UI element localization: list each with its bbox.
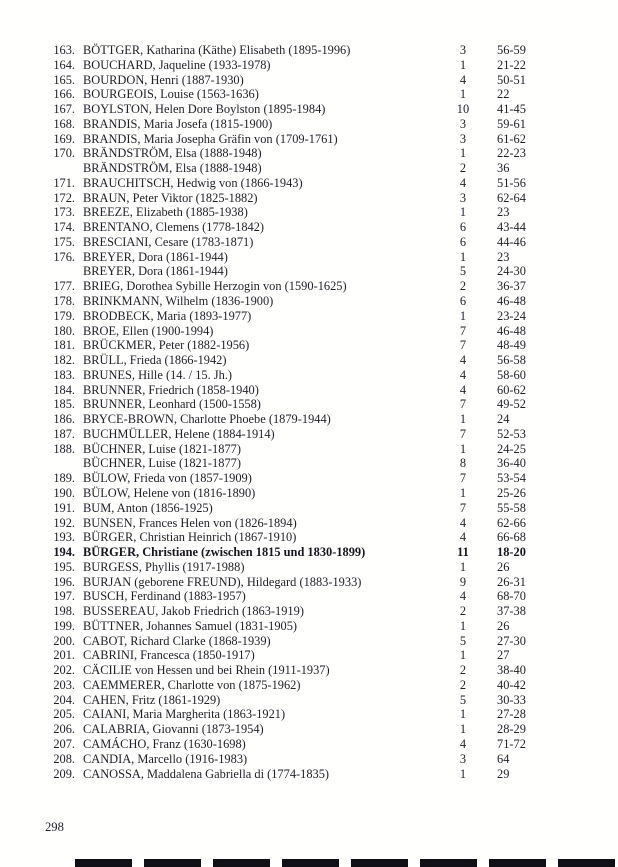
entry-name: BOURDON, Henri (1887-1930): [83, 72, 244, 87]
index-row: [0, 191, 618, 206]
entry-count: 11: [457, 545, 469, 560]
index-row: [0, 250, 618, 265]
entry-number: 171.: [53, 175, 75, 190]
entry-pages: 68-70: [497, 589, 526, 604]
entry-name: CÄCILIE von Hessen und bei Rhein (1911-1937): [83, 663, 330, 678]
entry-count: 3: [459, 116, 467, 131]
entry-count: 1: [459, 441, 467, 456]
entry-name: BRÄNDSTRÖM, Elsa (1888-1948): [83, 146, 262, 161]
entry-count: 4: [459, 382, 467, 397]
entry-pages: 60-62: [497, 382, 526, 397]
entry-number: 167.: [53, 102, 75, 117]
entry-number: 201.: [53, 648, 75, 663]
index-row: [0, 427, 618, 442]
entry-pages: 24-25: [497, 441, 526, 456]
index-row: [0, 132, 618, 147]
index-row: [0, 146, 618, 161]
entry-pages: 23: [497, 205, 510, 220]
entry-count: 5: [459, 633, 467, 648]
index-row: [0, 58, 618, 73]
index-row: [0, 264, 618, 279]
entry-name: CAMÁCHO, Franz (1630-1698): [83, 736, 246, 751]
entry-count: 6: [459, 234, 467, 249]
entry-pages: 30-33: [497, 692, 526, 707]
entry-number: 176.: [53, 249, 75, 264]
index-row: [0, 545, 618, 560]
entry-number: 193.: [53, 530, 75, 545]
index-row: [0, 722, 618, 737]
entry-pages: 53-54: [497, 471, 526, 486]
index-row: [0, 368, 618, 383]
entry-name: BÜCHNER, Luise (1821-1877): [83, 441, 241, 456]
entry-name: BREYER, Dora (1861-1944): [83, 249, 228, 264]
entry-count: 1: [459, 249, 467, 264]
entry-number: 207.: [53, 736, 75, 751]
entry-number: 164.: [53, 57, 75, 72]
entry-number: 209.: [53, 766, 75, 781]
entry-number: 208.: [53, 751, 75, 766]
entry-pages: 36-37: [497, 279, 526, 294]
entry-number: 163.: [53, 43, 75, 57]
entry-name: BRODBECK, Maria (1893-1977): [83, 308, 252, 323]
entry-pages: 40-42: [497, 677, 526, 692]
entry-pages: 18-20: [497, 545, 526, 560]
entry-count: 4: [459, 353, 467, 368]
entry-count: 4: [459, 72, 467, 87]
entry-count: 2: [459, 677, 467, 692]
index-row: [0, 412, 618, 427]
entry-pages: 27-28: [497, 707, 526, 722]
entry-count: 4: [459, 367, 467, 382]
index-row: [0, 397, 618, 412]
index-row: [0, 530, 618, 545]
entry-count: 1: [459, 559, 467, 574]
entry-pages: 61-62: [497, 131, 526, 146]
entry-name: CABOT, Richard Clarke (1868-1939): [83, 633, 271, 648]
entry-name: BÜCHNER, Luise (1821-1877): [83, 456, 241, 471]
entry-number: 195.: [53, 559, 75, 574]
entry-number: 165.: [53, 72, 75, 87]
entry-pages: 62-64: [497, 190, 526, 205]
entry-count: 1: [459, 87, 467, 102]
entry-number: 205.: [53, 707, 75, 722]
entry-name: BOURGEOIS, Louise (1563-1636): [83, 87, 259, 102]
page-number: 298: [45, 820, 64, 834]
index-row: [0, 176, 618, 191]
entry-name: BÜRGER, Christian Heinrich (1867-1910): [83, 530, 297, 545]
entry-pages: 50-51: [497, 72, 526, 87]
index-row: [0, 678, 618, 693]
entry-name: BRÄNDSTRÖM, Elsa (1888-1948): [83, 161, 262, 176]
entry-name: BRANDIS, Maria Josepha Gräfin von (1709-1761): [83, 131, 338, 146]
entry-name: BRESCIANI, Cesare (1783-1871): [83, 234, 254, 249]
entry-name: BÜLOW, Frieda von (1857-1909): [83, 471, 252, 486]
entry-count: 1: [459, 485, 467, 500]
entry-number: 182.: [53, 353, 75, 368]
entry-number: 185.: [53, 397, 75, 412]
entry-count: 2: [459, 663, 467, 678]
name-index-list: [0, 43, 618, 781]
entry-pages: 26: [497, 559, 510, 574]
entry-name: CANOSSA, Maddalena Gabriella di (1774-1835): [83, 766, 330, 781]
entry-count: 4: [459, 175, 467, 190]
entry-pages: 27-30: [497, 633, 526, 648]
index-row: [0, 619, 618, 634]
entry-number: 183.: [53, 367, 75, 382]
entry-number: 166.: [53, 87, 75, 102]
entry-number: 191.: [53, 500, 75, 515]
entry-number: 194.: [53, 545, 75, 560]
index-row: [0, 604, 618, 619]
index-row: [0, 707, 618, 722]
entry-number: 177.: [53, 279, 75, 294]
entry-count: 4: [459, 736, 467, 751]
entry-number: 202.: [53, 663, 75, 678]
entry-count: 7: [459, 323, 467, 338]
entry-number: 172.: [53, 190, 75, 205]
entry-count: 1: [459, 205, 467, 220]
index-row: [0, 338, 618, 353]
entry-pages: 43-44: [497, 220, 526, 235]
entry-number: 180.: [53, 323, 75, 338]
index-row: [0, 560, 618, 575]
entry-pages: 24: [497, 412, 510, 427]
entry-count: 4: [459, 530, 467, 545]
entry-count: 1: [459, 146, 467, 161]
index-row: [0, 43, 618, 58]
entry-name: BUCHMÜLLER, Helene (1884-1914): [83, 426, 275, 441]
entry-pages: 29: [497, 766, 510, 781]
entry-count: 5: [459, 692, 467, 707]
entry-name: BOUCHARD, Jaqueline (1933-1978): [83, 57, 271, 72]
entry-name: CAEMMERER, Charlotte von (1875-1962): [83, 677, 301, 692]
entry-number: 206.: [53, 722, 75, 737]
entry-number: 192.: [53, 515, 75, 530]
entry-number: 174.: [53, 220, 75, 235]
index-row: [0, 279, 618, 294]
index-row: [0, 752, 618, 767]
entry-name: BRIEG, Dorothea Sybille Herzogin von (1590-1625): [83, 279, 347, 294]
bottom-edge-scan-artifact: [75, 859, 618, 867]
entry-name: BRUNNER, Friedrich (1858-1940): [83, 382, 259, 397]
index-row: [0, 501, 618, 516]
entry-number: 170.: [53, 146, 75, 161]
index-row: [0, 161, 618, 176]
entry-name: BUSSEREAU, Jakob Friedrich (1863-1919): [83, 604, 304, 619]
entry-count: 4: [459, 589, 467, 604]
entry-name: BRAUCHITSCH, Hedwig von (1866-1943): [83, 175, 303, 190]
index-row: [0, 235, 618, 250]
index-row: [0, 294, 618, 309]
entry-name: BRUNES, Hille (14. / 15. Jh.): [83, 367, 233, 382]
entry-count: 3: [459, 43, 467, 57]
index-row: [0, 663, 618, 678]
entry-number: 203.: [53, 677, 75, 692]
entry-pages: 44-46: [497, 234, 526, 249]
entry-count: 7: [459, 471, 467, 486]
entry-name: BUNSEN, Frances Helen von (1826-1894): [83, 515, 297, 530]
entry-count: 1: [459, 722, 467, 737]
entry-number: 179.: [53, 308, 75, 323]
entry-pages: 66-68: [497, 530, 526, 545]
entry-pages: 21-22: [497, 57, 526, 72]
entry-name: BROE, Ellen (1900-1994): [83, 323, 214, 338]
entry-count: 3: [459, 190, 467, 205]
entry-name: BÜLOW, Helene von (1816-1890): [83, 485, 256, 500]
entry-name: CABRINI, Francesca (1850-1917): [83, 648, 255, 663]
entry-pages: 36: [497, 161, 510, 176]
entry-number: 175.: [53, 234, 75, 249]
entry-count: 8: [459, 456, 467, 471]
index-row: [0, 117, 618, 132]
index-row: [0, 73, 618, 88]
entry-name: BÜTTNER, Johannes Samuel (1831-1905): [83, 618, 298, 633]
entry-number: 197.: [53, 589, 75, 604]
entry-pages: 26: [497, 618, 510, 633]
index-row: [0, 634, 618, 649]
entry-name: BRÜLL, Frieda (1866-1942): [83, 353, 227, 368]
entry-count: 4: [459, 515, 467, 530]
entry-pages: 64: [497, 751, 510, 766]
entry-count: 1: [459, 57, 467, 72]
entry-number: 186.: [53, 412, 75, 427]
index-row: [0, 767, 618, 782]
entry-number: 200.: [53, 633, 75, 648]
entry-pages: 41-45: [497, 102, 526, 117]
entry-number: 173.: [53, 205, 75, 220]
entry-number: 196.: [53, 574, 75, 589]
entry-count: 10: [456, 102, 470, 117]
entry-pages: 52-53: [497, 426, 526, 441]
entry-pages: 55-58: [497, 500, 526, 515]
entry-pages: 51-56: [497, 175, 526, 190]
entry-name: BURJAN (geborene FREUND), Hildegard (1883-1933): [83, 574, 362, 589]
entry-count: 7: [459, 397, 467, 412]
entry-number: 187.: [53, 426, 75, 441]
entry-count: 1: [459, 412, 467, 427]
index-row: [0, 693, 618, 708]
entry-pages: 56-59: [497, 43, 526, 57]
entry-name: BREEZE, Elizabeth (1885-1938): [83, 205, 248, 220]
entry-count: 3: [459, 751, 467, 766]
index-row: [0, 87, 618, 102]
entry-pages: 56-58: [497, 353, 526, 368]
entry-pages: 62-66: [497, 515, 526, 530]
entry-pages: 48-49: [497, 338, 526, 353]
entry-count: 7: [459, 500, 467, 515]
entry-pages: 46-48: [497, 323, 526, 338]
entry-number: 181.: [53, 338, 75, 353]
index-row: [0, 486, 618, 501]
entry-name: BRAUN, Peter Viktor (1825-1882): [83, 190, 258, 205]
index-row: [0, 383, 618, 398]
entry-number: 198.: [53, 604, 75, 619]
index-row: [0, 589, 618, 604]
entry-pages: 59-61: [497, 116, 526, 131]
entry-name: CANDIA, Marcello (1916-1983): [83, 751, 248, 766]
entry-count: 5: [459, 264, 467, 279]
entry-name: CALABRIA, Giovanni (1873-1954): [83, 722, 264, 737]
entry-name: BREYER, Dora (1861-1944): [83, 264, 228, 279]
entry-pages: 28-29: [497, 722, 526, 737]
entry-pages: 46-48: [497, 294, 526, 309]
entry-pages: 58-60: [497, 367, 526, 382]
entry-number: 190.: [53, 485, 75, 500]
entry-pages: 38-40: [497, 663, 526, 678]
entry-pages: 25-26: [497, 485, 526, 500]
entry-name: CAIANI, Maria Margherita (1863-1921): [83, 707, 286, 722]
entry-pages: 23: [497, 249, 510, 264]
entry-pages: 26-31: [497, 574, 526, 589]
entry-count: 6: [459, 294, 467, 309]
entry-name: BRANDIS, Maria Josefa (1815-1900): [83, 116, 273, 131]
index-row: [0, 471, 618, 486]
entry-number: 189.: [53, 471, 75, 486]
entry-pages: 24-30: [497, 264, 526, 279]
index-row: [0, 353, 618, 368]
entry-count: 2: [459, 279, 467, 294]
index-row: [0, 205, 618, 220]
entry-count: 9: [459, 574, 467, 589]
entry-count: 7: [459, 426, 467, 441]
entry-number: 169.: [53, 131, 75, 146]
entry-count: 7: [459, 338, 467, 353]
index-row: [0, 309, 618, 324]
entry-count: 1: [459, 707, 467, 722]
index-row: [0, 648, 618, 663]
entry-count: 1: [459, 618, 467, 633]
entry-name: BURGESS, Phyllis (1917-1988): [83, 559, 245, 574]
index-row: [0, 737, 618, 752]
index-row: [0, 516, 618, 531]
entry-count: 2: [459, 604, 467, 619]
entry-name: BRENTANO, Clemens (1778-1842): [83, 220, 265, 235]
entry-name: BÜRGER, Christiane (zwischen 1815 und 1830-1899): [83, 545, 366, 560]
index-row: [0, 220, 618, 235]
entry-pages: 22: [497, 87, 510, 102]
entry-count: 3: [459, 131, 467, 146]
entry-name: BUM, Anton (1856-1925): [83, 500, 213, 515]
entry-number: 184.: [53, 382, 75, 397]
entry-name: BRÜCKMER, Peter (1882-1956): [83, 338, 250, 353]
entry-pages: 37-38: [497, 604, 526, 619]
entry-name: BOYLSTON, Helen Dore Boylston (1895-1984): [83, 102, 326, 117]
index-row: [0, 575, 618, 590]
index-row: [0, 442, 618, 457]
entry-count: 1: [459, 308, 467, 323]
entry-pages: 27: [497, 648, 510, 663]
entry-pages: 71-72: [497, 736, 526, 751]
entry-number: 188.: [53, 441, 75, 456]
entry-name: BRUNNER, Leonhard (1500-1558): [83, 397, 261, 412]
entry-name: BRYCE-BROWN, Charlotte Phoebe (1879-1944): [83, 412, 331, 427]
index-row: [0, 456, 618, 471]
entry-name: BUSCH, Ferdinand (1883-1957): [83, 589, 246, 604]
index-row: [0, 324, 618, 339]
entry-count: 1: [459, 766, 467, 781]
entry-count: 2: [459, 161, 467, 176]
entry-number: 204.: [53, 692, 75, 707]
entry-name: BÖTTGER, Katharina (Käthe) Elisabeth (1895-1996): [83, 43, 351, 57]
entry-pages: 36-40: [497, 456, 526, 471]
index-row: [0, 102, 618, 117]
entry-name: BRINKMANN, Wilhelm (1836-1900): [83, 294, 274, 309]
entry-pages: 22-23: [497, 146, 526, 161]
entry-count: 6: [459, 220, 467, 235]
entry-pages: 23-24: [497, 308, 526, 323]
entry-count: 1: [459, 648, 467, 663]
entry-number: 178.: [53, 294, 75, 309]
entry-number: 199.: [53, 618, 75, 633]
entry-name: CAHEN, Fritz (1861-1929): [83, 692, 221, 707]
entry-number: 168.: [53, 116, 75, 131]
entry-pages: 49-52: [497, 397, 526, 412]
